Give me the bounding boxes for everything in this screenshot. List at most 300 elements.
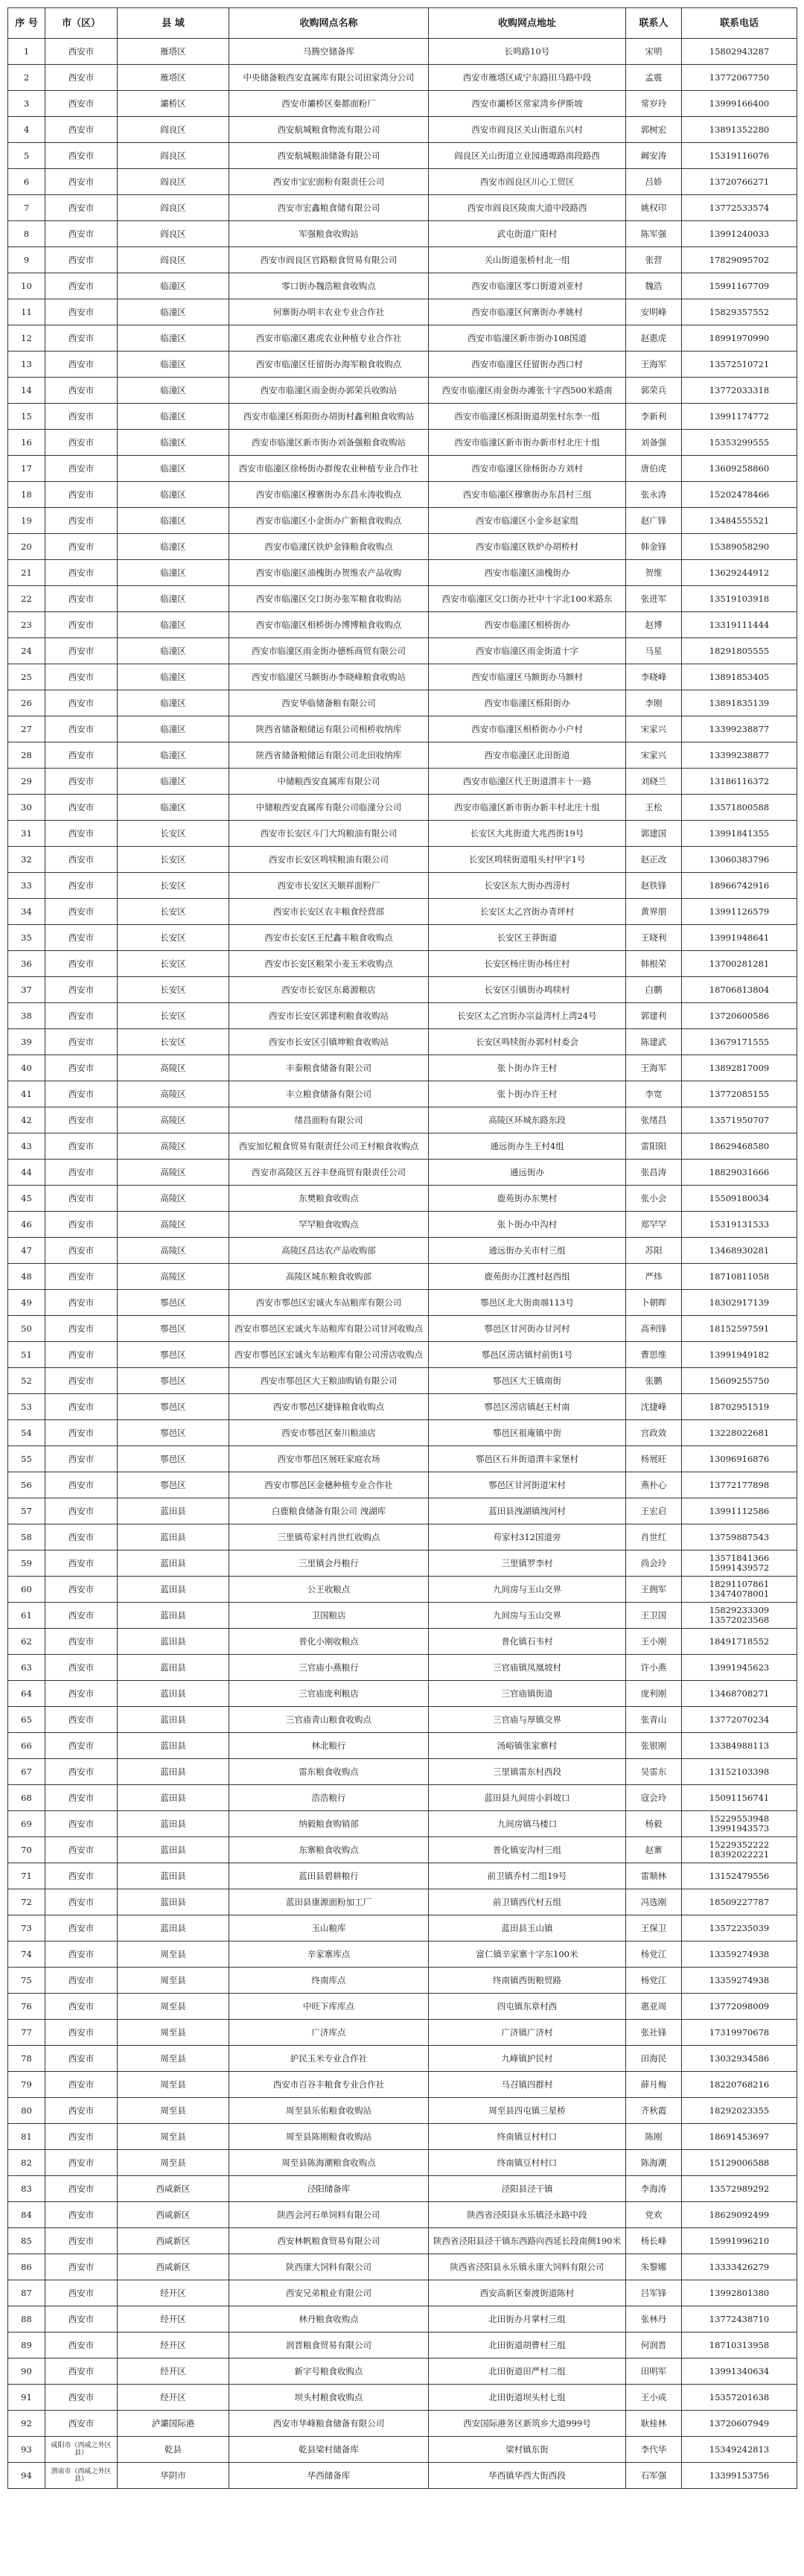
cell-point-address: 西安市临潼区小金乡赵家组: [429, 508, 626, 534]
cell-city: 西安市: [45, 1603, 118, 1629]
cell-city: 西安市: [45, 1941, 118, 1968]
cell-county: 蓝田县: [118, 1759, 229, 1785]
cell-index: 20: [8, 534, 45, 560]
cell-index: 21: [8, 560, 45, 586]
cell-phone: 13060383796: [682, 847, 797, 873]
cell-point-name: 坝头村粮食收购点: [229, 2385, 429, 2411]
cell-phone: 18966742916: [682, 873, 797, 899]
cell-index: 52: [8, 1368, 45, 1394]
cell-phone: 13228022681: [682, 1420, 797, 1446]
cell-county: 阎良区: [118, 247, 229, 273]
cell-index: 62: [8, 1629, 45, 1655]
table-row: [8, 1368, 797, 1394]
cell-county: 蓝田县: [118, 1551, 229, 1577]
cell-phone: 13152479556: [682, 1863, 797, 1889]
cell-phone: 13572235039: [682, 1915, 797, 1941]
table-row: [8, 1420, 797, 1446]
table-row: [8, 664, 797, 690]
cell-point-address: 终南镇西街粮贸路: [429, 1968, 626, 1994]
table-row: [8, 65, 797, 91]
cell-county: 蓝田县: [118, 1603, 229, 1629]
cell-point-address: 九间房与玉山交界: [429, 1603, 626, 1629]
cell-contact: 张绪昌: [626, 1107, 682, 1133]
cell-point-address: 梁村镇东街: [429, 2437, 626, 2463]
cell-index: 94: [8, 2463, 45, 2489]
cell-phone: 13991112586: [682, 1498, 797, 1524]
cell-city: 西安市: [45, 221, 118, 247]
cell-city: 西安市: [45, 1811, 118, 1837]
cell-index: 80: [8, 2098, 45, 2124]
cell-city: 西安市: [45, 1994, 118, 2020]
cell-point-name: 西安市临潼区任留街办海军粮食收购点: [229, 352, 429, 378]
cell-phone: 13571841366 15991439572: [682, 1551, 797, 1577]
table-row: [8, 2385, 797, 2411]
cell-county: 高陵区: [118, 1055, 229, 1081]
cell-phone: 15509180034: [682, 1186, 797, 1212]
cell-contact: 常岁玲: [626, 91, 682, 117]
cell-point-name: 周至县陈刚粮食收购站: [229, 2124, 429, 2150]
cell-point-address: 张卜街办许王村: [429, 1081, 626, 1107]
cell-county: 长安区: [118, 821, 229, 847]
cell-city: 西安市: [45, 273, 118, 299]
table-row: [8, 1316, 797, 1342]
cell-city: 西安市: [45, 482, 118, 508]
cell-point-name: 西安市灞桥区秦都面粉厂: [229, 91, 429, 117]
cell-county: 蓝田县: [118, 1524, 229, 1551]
cell-index: 11: [8, 299, 45, 325]
cell-contact: 李海涛: [626, 2176, 682, 2202]
cell-contact: 张营: [626, 247, 682, 273]
cell-phone: 18291107861 13474078001: [682, 1577, 797, 1603]
cell-index: 53: [8, 1394, 45, 1420]
table-row: [8, 1915, 797, 1941]
cell-index: 50: [8, 1316, 45, 1342]
cell-contact: 王小成: [626, 2385, 682, 2411]
cell-point-name: 雷东粮食收购点: [229, 1759, 429, 1785]
cell-point-address: 西安市临潼区马额街办马额村: [429, 664, 626, 690]
cell-city: 西安市: [45, 1681, 118, 1707]
cell-point-address: 西安市临潼区新市街办新市村北庄十组: [429, 430, 626, 456]
cell-point-address: 北田街道胡曹村三组: [429, 2332, 626, 2359]
cell-city: 西安市: [45, 2332, 118, 2359]
cell-phone: 15129006588: [682, 2150, 797, 2176]
cell-city: 西安市: [45, 2411, 118, 2437]
table-row: [8, 977, 797, 1003]
cell-phone: 15202478466: [682, 482, 797, 508]
cell-county: 阎良区: [118, 169, 229, 195]
cell-point-address: 西安市临潼区油槐街办: [429, 560, 626, 586]
cell-point-name: 西安市临潼区油槐街办贺维农产品收购: [229, 560, 429, 586]
cell-index: 12: [8, 325, 45, 352]
table-row: [8, 1629, 797, 1655]
table-row: [8, 560, 797, 586]
cell-city: 西安市: [45, 664, 118, 690]
cell-point-name: 西安市长安区东葛源粮店: [229, 977, 429, 1003]
cell-city: 西安市: [45, 1629, 118, 1655]
table-row: [8, 482, 797, 508]
cell-point-name: 公王收粮点: [229, 1577, 429, 1603]
cell-city: 西安市: [45, 1290, 118, 1316]
cell-index: 46: [8, 1212, 45, 1238]
cell-contact: 黄界朋: [626, 899, 682, 925]
cell-point-name: 绪昌面粉有限公司: [229, 1107, 429, 1133]
cell-point-name: 陕西省储备粮储运有限公司相桥收纳库: [229, 716, 429, 742]
cell-point-address: 鄠邑区甘河街道宋村: [429, 1472, 626, 1498]
cell-county: 高陵区: [118, 1238, 229, 1264]
cell-point-address: 长安区太乙宫街办青坪村: [429, 899, 626, 925]
table-row: [8, 2359, 797, 2385]
table-row: [8, 1811, 797, 1837]
cell-point-address: 西安市临潼区徐杨街办方刘村: [429, 456, 626, 482]
cell-phone: 13186116372: [682, 769, 797, 795]
cell-index: 22: [8, 586, 45, 612]
table-row: [8, 1186, 797, 1212]
cell-city: 西安市: [45, 1707, 118, 1733]
cell-point-name: 军强粮食收购站: [229, 221, 429, 247]
cell-county: 长安区: [118, 951, 229, 977]
cell-city: 西安市: [45, 560, 118, 586]
cell-index: 1: [8, 39, 45, 65]
cell-contact: 张青山: [626, 1707, 682, 1733]
cell-phone: 15829233309 13572023568: [682, 1603, 797, 1629]
cell-point-address: 马召镇四群村: [429, 2072, 626, 2098]
cell-point-address: 西安市临潼区铁炉办胡桥村: [429, 534, 626, 560]
cell-phone: 13891853405: [682, 664, 797, 690]
cell-index: 6: [8, 169, 45, 195]
cell-contact: 赵博: [626, 612, 682, 638]
cell-phone: 13891835139: [682, 690, 797, 716]
table-row: [8, 1941, 797, 1968]
cell-city: 西安市: [45, 2072, 118, 2098]
cell-county: 经开区: [118, 2280, 229, 2306]
cell-city: 西安市: [45, 2046, 118, 2072]
cell-county: 长安区: [118, 925, 229, 951]
cell-point-name: 西安市鄠邑区宏诚火车站粮库有限公司: [229, 1290, 429, 1316]
cell-point-name: 西安市长安区农丰粮食经营部: [229, 899, 429, 925]
cell-county: 雁塔区: [118, 39, 229, 65]
cell-contact: 高利锋: [626, 1316, 682, 1342]
cell-point-address: 西安市临潼区雨金街道十字: [429, 638, 626, 664]
cell-phone: 13991948641: [682, 925, 797, 951]
cell-contact: 郭建利: [626, 1003, 682, 1029]
grain-purchase-points-table: [7, 7, 797, 2489]
cell-point-name: 西安市临潼区相桥街办博博粮食收购点: [229, 612, 429, 638]
cell-county: 阎良区: [118, 117, 229, 143]
cell-city: 西安市: [45, 1968, 118, 1994]
cell-index: 42: [8, 1107, 45, 1133]
table-row: [8, 2150, 797, 2176]
table-row: [8, 456, 797, 482]
header-index: 序 号: [8, 8, 45, 39]
cell-point-address: 通远街办: [429, 1160, 626, 1186]
cell-point-name: 东樊粮食收购点: [229, 1186, 429, 1212]
cell-phone: 13359274938: [682, 1941, 797, 1968]
cell-phone: 13991945623: [682, 1655, 797, 1681]
cell-point-name: 周至县陈海潮粮食收购点: [229, 2150, 429, 2176]
cell-point-address: 三官庙镇凤凰坡村: [429, 1655, 626, 1681]
cell-city: 西安市: [45, 612, 118, 638]
cell-county: 蓝田县: [118, 1915, 229, 1941]
cell-point-name: 马腾空储备库: [229, 39, 429, 65]
cell-contact: 王海军: [626, 1055, 682, 1081]
cell-phone: 13772070234: [682, 1707, 797, 1733]
cell-index: 60: [8, 1577, 45, 1603]
table-body: [8, 39, 797, 2489]
cell-county: 临潼区: [118, 690, 229, 716]
cell-phone: 13991949182: [682, 1342, 797, 1368]
cell-point-name: 西安市鄠邑区宏诚火车站粮库有限公司涝店收购点: [229, 1342, 429, 1368]
cell-contact: 赵正改: [626, 847, 682, 873]
cell-contact: 姚权印: [626, 195, 682, 221]
cell-contact: 赵广锋: [626, 508, 682, 534]
cell-county: 临潼区: [118, 430, 229, 456]
cell-point-address: 张卜街办中沟村: [429, 1212, 626, 1238]
cell-contact: 韩金锋: [626, 534, 682, 560]
cell-county: 临潼区: [118, 456, 229, 482]
cell-county: 周至县: [118, 2072, 229, 2098]
cell-point-address: 华西镇华西大街西段: [429, 2463, 626, 2489]
cell-index: 31: [8, 821, 45, 847]
table-row: [8, 1081, 797, 1107]
cell-point-name: 高陵区城东粮食收购部: [229, 1264, 429, 1290]
cell-phone: 15229553948 13991943573: [682, 1811, 797, 1837]
cell-point-address: 武屯街道广阳村: [429, 221, 626, 247]
table-row: [8, 1003, 797, 1029]
table-row: [8, 2176, 797, 2202]
cell-phone: 18829031666: [682, 1160, 797, 1186]
cell-county: 临潼区: [118, 742, 229, 769]
cell-phone: 18152597591: [682, 1316, 797, 1342]
cell-index: 27: [8, 716, 45, 742]
cell-point-name: 丰泰粮食储备有限公司: [229, 1055, 429, 1081]
cell-point-name: 高陵区昌达农产品收购部: [229, 1238, 429, 1264]
table-row: [8, 1968, 797, 1994]
cell-phone: 13772098009: [682, 1994, 797, 2020]
cell-contact: 陈建武: [626, 1029, 682, 1055]
cell-index: 79: [8, 2072, 45, 2098]
cell-point-name: 华西储备库: [229, 2463, 429, 2489]
cell-index: 5: [8, 143, 45, 169]
cell-county: 长安区: [118, 1029, 229, 1055]
cell-index: 54: [8, 1420, 45, 1446]
cell-index: 30: [8, 795, 45, 821]
cell-point-name: 西安市阎良区官路粮食贸易有限公司: [229, 247, 429, 273]
cell-city: 西安市: [45, 716, 118, 742]
cell-index: 2: [8, 65, 45, 91]
cell-county: 临潼区: [118, 508, 229, 534]
cell-city: 西安市: [45, 1055, 118, 1081]
cell-county: 高陵区: [118, 1133, 229, 1160]
cell-city: 西安市: [45, 1394, 118, 1420]
cell-point-name: 西安兄弟粮业有限公司: [229, 2280, 429, 2306]
cell-point-name: 西安市长安区鸣犊粮油有限公司: [229, 847, 429, 873]
cell-contact: 吕军锋: [626, 2280, 682, 2306]
cell-city: 西安市: [45, 2020, 118, 2046]
table-row: [8, 1837, 797, 1863]
cell-contact: 马星: [626, 638, 682, 664]
table-row: [8, 821, 797, 847]
table-row: [8, 430, 797, 456]
cell-city: 西安市: [45, 2124, 118, 2150]
cell-city: 西安市: [45, 247, 118, 273]
cell-point-address: 西安市临潼区交口街办社中十字北100米路东: [429, 586, 626, 612]
cell-point-address: 西安市临潼区相桥街办: [429, 612, 626, 638]
cell-phone: 17319970678: [682, 2020, 797, 2046]
table-row: [8, 2411, 797, 2437]
cell-county: 临潼区: [118, 482, 229, 508]
table-row: [8, 1863, 797, 1889]
table-row: [8, 847, 797, 873]
table-row: [8, 690, 797, 716]
table-row: [8, 1655, 797, 1681]
cell-phone: 13399238877: [682, 742, 797, 769]
cell-phone: 15357201638: [682, 2385, 797, 2411]
cell-city: 西安市: [45, 1446, 118, 1472]
cell-point-name: 林北粮行: [229, 1733, 429, 1759]
cell-phone: 13772085155: [682, 1081, 797, 1107]
cell-city: 西安市: [45, 117, 118, 143]
cell-index: 66: [8, 1733, 45, 1759]
cell-phone: 13999166400: [682, 91, 797, 117]
cell-point-name: 中储粮西安直属库有限公司: [229, 769, 429, 795]
cell-index: 64: [8, 1681, 45, 1707]
cell-point-name: 周至县乐佑粮食收购站: [229, 2098, 429, 2124]
cell-contact: 张进军: [626, 586, 682, 612]
cell-phone: 18706813804: [682, 977, 797, 1003]
cell-city: 西安市: [45, 1212, 118, 1238]
cell-index: 67: [8, 1759, 45, 1785]
cell-phone: 13772067750: [682, 65, 797, 91]
cell-phone: 17829095702: [682, 247, 797, 273]
cell-point-name: 蓝田县康源面粉加工厂: [229, 1889, 429, 1915]
cell-county: 周至县: [118, 1941, 229, 1968]
cell-county: 临潼区: [118, 299, 229, 325]
cell-point-address: 西安市临潼区栎阳街道胡张村东李一组: [429, 404, 626, 430]
cell-contact: 宫政效: [626, 1420, 682, 1446]
cell-phone: 15229352222 18392022221: [682, 1837, 797, 1863]
cell-contact: 雷顺林: [626, 1863, 682, 1889]
cell-city: 西安市: [45, 742, 118, 769]
cell-index: 49: [8, 1290, 45, 1316]
table-row: [8, 404, 797, 430]
cell-city: 西安市: [45, 1524, 118, 1551]
cell-point-name: 西安市鄠邑区秦川粮油店: [229, 1420, 429, 1446]
cell-city: 西安市: [45, 2306, 118, 2332]
cell-point-address: 西安市阎良区关山街道东兴村: [429, 117, 626, 143]
cell-point-address: 鄠邑区甘河街办甘河村: [429, 1316, 626, 1342]
cell-contact: 赵惠虎: [626, 325, 682, 352]
cell-contact: 张鹏: [626, 1368, 682, 1394]
cell-county: 雁塔区: [118, 65, 229, 91]
cell-city: 西安市: [45, 1133, 118, 1160]
cell-index: 68: [8, 1785, 45, 1811]
cell-index: 83: [8, 2176, 45, 2202]
table-row: [8, 612, 797, 638]
table-row: [8, 195, 797, 221]
cell-point-address: 通远街办关市村三组: [429, 1238, 626, 1264]
cell-point-address: 九间房镇马楼口: [429, 1811, 626, 1837]
cell-phone: 18491718552: [682, 1629, 797, 1655]
cell-contact: 雷阳阳: [626, 1133, 682, 1160]
cell-county: 蓝田县: [118, 1811, 229, 1837]
cell-point-address: 长安区王莽街道: [429, 925, 626, 951]
table-row: [8, 2202, 797, 2228]
cell-city: 西安市: [45, 951, 118, 977]
cell-phone: 15609255750: [682, 1368, 797, 1394]
cell-index: 77: [8, 2020, 45, 2046]
cell-county: 长安区: [118, 847, 229, 873]
cell-point-address: 蓝田县玉山镇: [429, 1915, 626, 1941]
cell-contact: 李新利: [626, 404, 682, 430]
cell-point-address: 关山街道张桥村北一组: [429, 247, 626, 273]
cell-index: 33: [8, 873, 45, 899]
cell-contact: 尚会玲: [626, 1551, 682, 1577]
table-row: [8, 1681, 797, 1707]
cell-point-name: 西安市临潼区穆寨街办东昌永涛收购点: [229, 482, 429, 508]
cell-contact: 刘晓兰: [626, 769, 682, 795]
cell-county: 临潼区: [118, 404, 229, 430]
cell-index: 19: [8, 508, 45, 534]
cell-phone: 13399238877: [682, 716, 797, 742]
cell-point-address: 长安区引镇街办鸣犊村: [429, 977, 626, 1003]
cell-city: 西安市: [45, 1915, 118, 1941]
cell-index: 82: [8, 2150, 45, 2176]
cell-point-address: 西安市临潼区代王街道渭丰十一路: [429, 769, 626, 795]
cell-index: 75: [8, 1968, 45, 1994]
cell-contact: 石军强: [626, 2463, 682, 2489]
cell-phone: 13384988113: [682, 1733, 797, 1759]
cell-point-name: 西安市宏鑫粮食储有限公司: [229, 195, 429, 221]
cell-point-name: 泾阳储备库: [229, 2176, 429, 2202]
cell-city: 西安市: [45, 91, 118, 117]
cell-point-address: 四屯镇东章村西: [429, 1994, 626, 2020]
cell-point-name: 丰立粮食储备有限公司: [229, 1081, 429, 1107]
table-row: [8, 586, 797, 612]
cell-county: 华阴市: [118, 2463, 229, 2489]
cell-city: 西安市: [45, 1316, 118, 1342]
header-phone: 联系电话: [682, 8, 797, 39]
cell-phone: 13484555521: [682, 508, 797, 534]
cell-point-address: 鄠邑区祖庵镇中街: [429, 1420, 626, 1446]
cell-county: 长安区: [118, 873, 229, 899]
cell-point-address: 鄠邑区石井街道渭丰家堡村: [429, 1446, 626, 1472]
cell-index: 51: [8, 1342, 45, 1368]
cell-index: 92: [8, 2411, 45, 2437]
cell-point-name: 三官庙小燕粮行: [229, 1655, 429, 1681]
cell-index: 23: [8, 612, 45, 638]
cell-index: 63: [8, 1655, 45, 1681]
cell-city: 西安市: [45, 873, 118, 899]
cell-phone: 18220768216: [682, 2072, 797, 2098]
cell-index: 37: [8, 977, 45, 1003]
cell-index: 85: [8, 2228, 45, 2254]
cell-index: 25: [8, 664, 45, 690]
cell-index: 10: [8, 273, 45, 299]
cell-phone: 15091156741: [682, 1785, 797, 1811]
cell-phone: 13319111444: [682, 612, 797, 638]
cell-phone: 13991841355: [682, 821, 797, 847]
table-row: [8, 273, 797, 299]
cell-point-address: 西安市临潼区相桥街办小户村: [429, 716, 626, 742]
cell-index: 73: [8, 1915, 45, 1941]
cell-contact: 耿桂林: [626, 2411, 682, 2437]
cell-contact: 宋家兴: [626, 742, 682, 769]
cell-city: 西安市: [45, 1472, 118, 1498]
cell-city: 咸阳市（西咸之外区县）: [45, 2437, 118, 2463]
table-row: [8, 2072, 797, 2098]
table-row: [8, 2463, 797, 2489]
cell-phone: 15319116076: [682, 143, 797, 169]
